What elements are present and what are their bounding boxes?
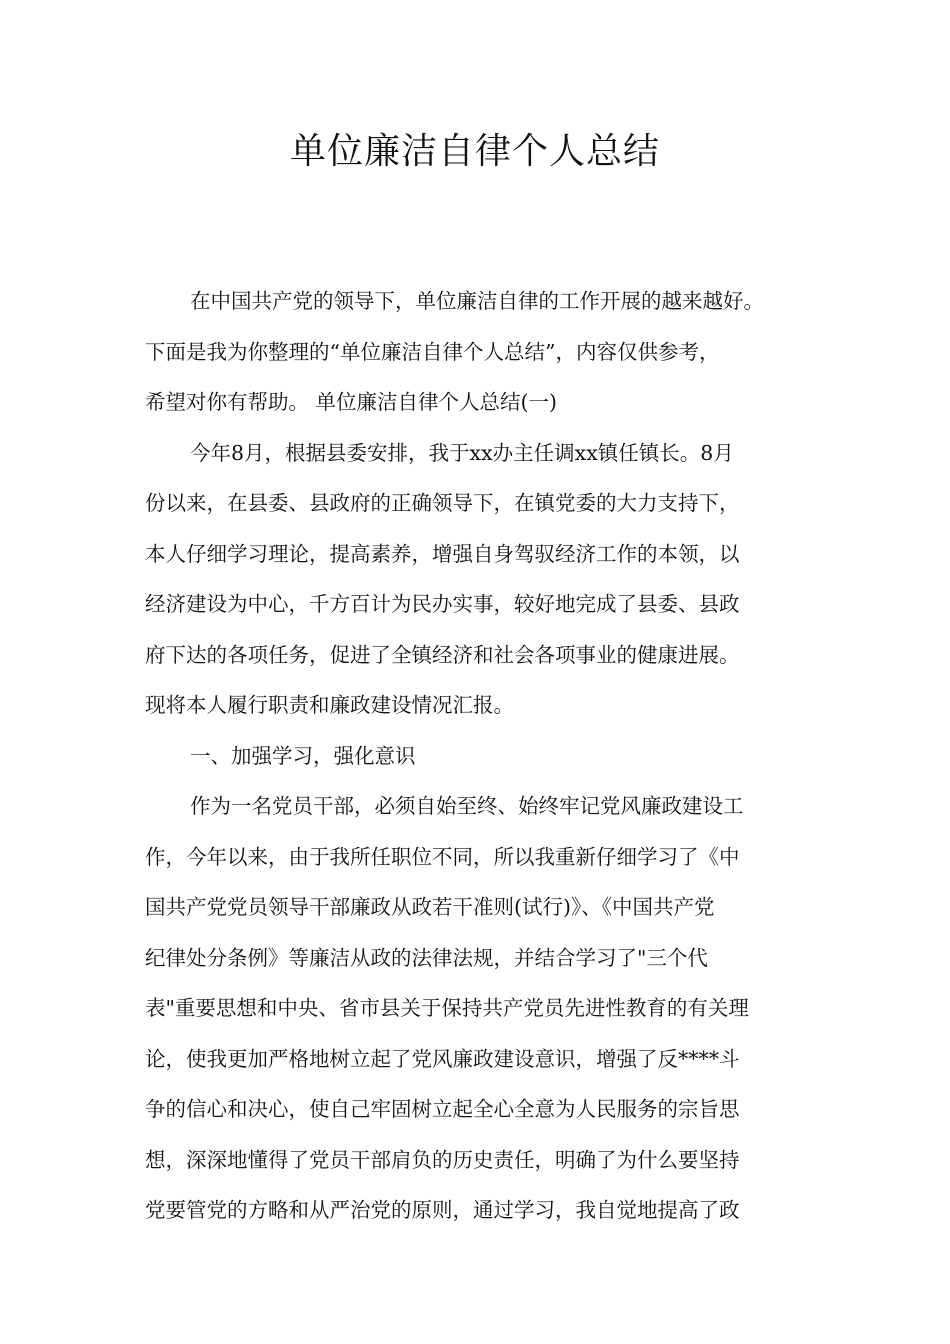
paragraph-line: 纪律处分条例》等廉洁从政的法律法规，并结合学习了"三个代 [145, 945, 708, 970]
document-title: 单位廉洁自律个人总结 [289, 131, 660, 172]
paragraph-line: 经济建设为中心，千方百计为民办实事，较好地完成了县委、县政 [145, 592, 740, 616]
paragraph-line: 希望对你有帮助。 单位廉洁自律个人总结(一) [145, 390, 558, 414]
paragraph-line: 论，使我更加严格地树立起了党风廉政建设意识，增强了反****斗 [145, 1046, 740, 1071]
paragraph-line: 份以来，在县委、县政府的正确领导下，在镇党委的大力支持下， [145, 491, 740, 515]
paragraph-line: 本人仔细学习理论，提高素养，增强自身驾驭经济工作的本领，以 [145, 541, 740, 566]
paragraph-line: 争的信心和决心，使自己牢固树立起全心全意为人民服务的宗旨思 [145, 1097, 740, 1121]
paragraph-line: 国共产党党员领导干部廉政从政若干准则(试行)》、《中国共产党 [145, 895, 715, 919]
paragraph-line: 府下达的各项任务，促进了全镇经济和社会各项事业的健康进展。 [145, 642, 740, 667]
paragraph-line: 作，今年以来，由于我所任职位不同，所以我重新仔细学习了《中 [145, 844, 740, 869]
paragraph-line: 想，深深地懂得了党员干部肩负的历史责任，明确了为什么要坚持 [145, 1147, 740, 1172]
section-heading: 一、加强学习，强化意识 [190, 743, 416, 768]
paragraph-line: 现将本人履行职责和廉政建设情况汇报。 [145, 693, 514, 717]
paragraph-line: 在中国共产党的领导下，单位廉洁自律的工作开展的越来越好。 [190, 289, 764, 313]
paragraph-line: 下面是我为你整理的“单位廉洁自律个人总结”，内容仅供参考， [145, 339, 720, 364]
paragraph-line: 党要管党的方略和从严治党的原则，通过学习，我自觉地提高了政 [145, 1198, 740, 1222]
document-body [145, 276, 810, 1236]
paragraph-line: 表"重要思想和中央、省市县关于保持共产党员先进性教育的有关理 [145, 996, 749, 1020]
paragraph-line: 今年8月，根据县委安排，我于xx办主任调xx镇任镇长。8月 [190, 440, 734, 465]
paragraph-line: 作为一名党员干部，必须自始至终、始终牢记党风廉政建设工 [190, 794, 744, 818]
